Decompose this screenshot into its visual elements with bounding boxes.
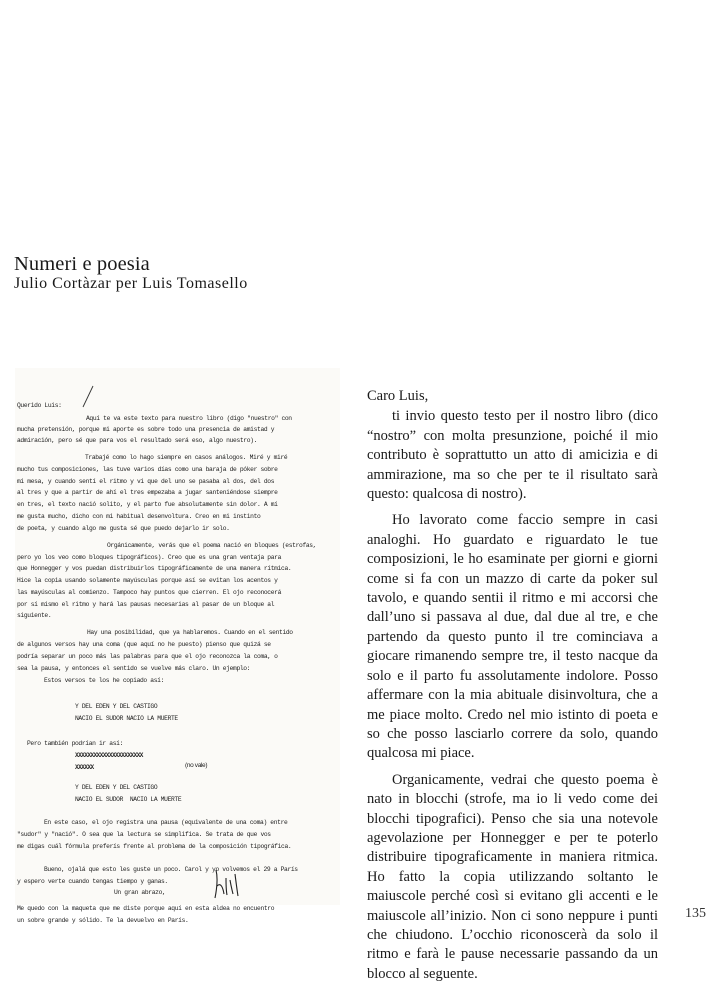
letter-postscript: un sobre grande y sólido. Te la devuelvo en París. bbox=[17, 917, 189, 924]
typewritten-letter-facsimile bbox=[15, 368, 340, 924]
letter-line: de algunos versos hay una coma (que aquí no he puesto) pienso que quizá se bbox=[17, 641, 271, 648]
letter-line: Aquí te va este texto para nuestro libro (digo "nuestro" con bbox=[86, 415, 292, 422]
pen-stroke-mark bbox=[81, 385, 95, 409]
letter-poem-line: NACIO EL SUDOR NACIO LA MUERTE bbox=[75, 796, 182, 803]
letter-line: pero yo los veo como bloques tipográficos). Creo que es una gran ventaja para bbox=[17, 554, 282, 561]
letter-line: admiración, pero sé que para vos el resultado será eso, algo nuestro). bbox=[17, 437, 258, 444]
translation-paragraph: ti invio questo testo per il nostro libro (dico “nostro” con molta presunzione, poiché il mio contributo è soprattutto un atto di amicizia e di ammirazione, ma so che per te il risultato sarà questo: qualcosa di nostro). bbox=[367, 408, 658, 503]
letter-line: mucha pretensión, porque mi aporte es sobre todo una presencia de amistad y bbox=[17, 426, 275, 433]
letter-line: de poeta, y cuando algo me gusta sé que puedo dejarlo ir solo. bbox=[17, 525, 230, 532]
letter-line: al tres y que a partir de ahí el tres empezaba a jugar santeniéndose siempre bbox=[17, 489, 278, 496]
letter-poem-line: NACIO EL SUDOR NACIO LA MUERTE bbox=[75, 715, 178, 722]
letter-line: Hay una posibilidad, que ya hablaremos. Cuando en el sentido bbox=[87, 629, 293, 636]
letter-line: mucho tus composiciones, las tuve varios días como una baraja de póker sobre bbox=[17, 466, 278, 473]
letter-line: Orgánicamente, verás que el poema nació en bloques (estrofas, bbox=[107, 542, 317, 549]
letter-line: Querido Luis: bbox=[17, 402, 62, 409]
letter-line: me gusta mucho, dicho con mi habitual desenvoltura. Creo en mi instinto bbox=[17, 513, 261, 520]
letter-line: En este caso, el ojo registra una pausa (equivalente de una coma) entre bbox=[44, 819, 288, 826]
italian-translation bbox=[367, 387, 658, 984]
letter-poem-line: Y DEL EDEN Y DEL CASTIGO bbox=[75, 784, 158, 791]
letter-struck-out-line: XXXXXXXXXXXXXXXXXXXXXX bbox=[75, 752, 143, 759]
translation-paragraph: Ho lavorato come faccio sempre in casi analoghi. Ho guardato e riguardato le tue composizioni, le ho esaminate per giorni e giorni come si fa con un mazzo di carte da poker sul tavolo, e quando sentii il ritmo e mi accorsi che dall’uno si passava al due, dal due al tre, e che partendo da questo punto il tre cominciava a giocare rimanendo sempre tre, il testo nacque da solo e il parto fu assolutamente indolore. Posso affermare con la mia abituale disinvoltura, che a me piace molto. Credo nel mio istinto di poeta e so che posso lasciarlo correre da solo, quando qualcosa mi piace. bbox=[367, 512, 658, 762]
letter-struck-out-line: XXXXXX bbox=[75, 764, 94, 771]
letter-line: por sí mismo el ritmo y hará las pausas necesarias al pasar de un bloque al bbox=[17, 601, 275, 608]
translation-paragraph: Organicamente, vedrai che questo poema è nato in blocchi (strofe, ma io li vedo come dei blocchi tipografici). Penso che sia una notevole agevolazione per Honnegger e per te poterlo distribuire tipograficamente in maniera ritmica. Ho fatto la copia utilizzando soltanto le maiuscole perché così si evitano gli accenti e le maiuscole all’inizio. Non ci sono neppure i punti che chiudono. L’occhio riconoscerà da solo il ritmo e farà le pause necessarie passando da un blocco al seguente. bbox=[367, 771, 658, 982]
letter-line: Trabajé como lo hago siempre en casos análogos. Miré y miré bbox=[85, 454, 288, 461]
letter-line: siguiente. bbox=[17, 612, 52, 619]
translation-greeting: Caro Luis, bbox=[367, 388, 429, 404]
article-title: Numeri e poesia bbox=[14, 253, 150, 275]
article-subtitle: Julio Cortàzar per Luis Tomasello bbox=[14, 275, 248, 292]
letter-handwritten-note: (no vale) bbox=[185, 762, 208, 769]
letter-line: Estos versos te los he copiado así: bbox=[44, 677, 165, 684]
letter-line: mi mesa, y cuando sentí el ritmo y vi que del uno se pasaba al dos, del dos bbox=[17, 478, 275, 485]
letter-line: Hice la copia usando solamente mayúsculas porque así se evitan los acentos y bbox=[17, 577, 278, 584]
letter-line: Bueno, ojalá que esto les guste un poco. Carol y yo volvemos el 29 a París bbox=[44, 866, 298, 873]
letter-poem-line: Y DEL EDEN Y DEL CASTIGO bbox=[75, 703, 158, 710]
letter-line: sea la pausa, y entonces el sentido se vuelve más claro. Un ejemplo: bbox=[17, 665, 251, 672]
letter-line: que Honnegger y vos puedan distribuirlos tipográficamente de una manera rítmica. bbox=[17, 565, 292, 572]
letter-line: en tres, el texto nació solito, y el parto fue absolutamente sin dolor. A mí bbox=[17, 501, 278, 508]
letter-line: y espero verte cuando tengas tiempo y ganas. bbox=[17, 878, 168, 885]
letter-line: Pero también podrían ir así: bbox=[27, 740, 124, 747]
letter-line: "sudor" y "nació". O sea que la lectura se simplifica. Se trata de que vos bbox=[17, 831, 271, 838]
page-number: 135 bbox=[685, 906, 706, 921]
letter-closing: Un gran abrazo, bbox=[114, 889, 166, 896]
handwritten-signature bbox=[211, 868, 245, 900]
letter-line: me digas cuál fórmula preferís frente al problema de la composición tipográfica. bbox=[17, 843, 292, 850]
letter-line: las mayúsculas al comienzo. Tampoco hay puntos que cierren. El ojo reconocerá bbox=[17, 589, 282, 596]
letter-line: podría separar un poco más las palabras para que el ojo reconozca la coma, o bbox=[17, 653, 278, 660]
letter-postscript: Me quedo con la maqueta que me diste porque aquí en esta aldea no encuentro bbox=[17, 905, 275, 912]
